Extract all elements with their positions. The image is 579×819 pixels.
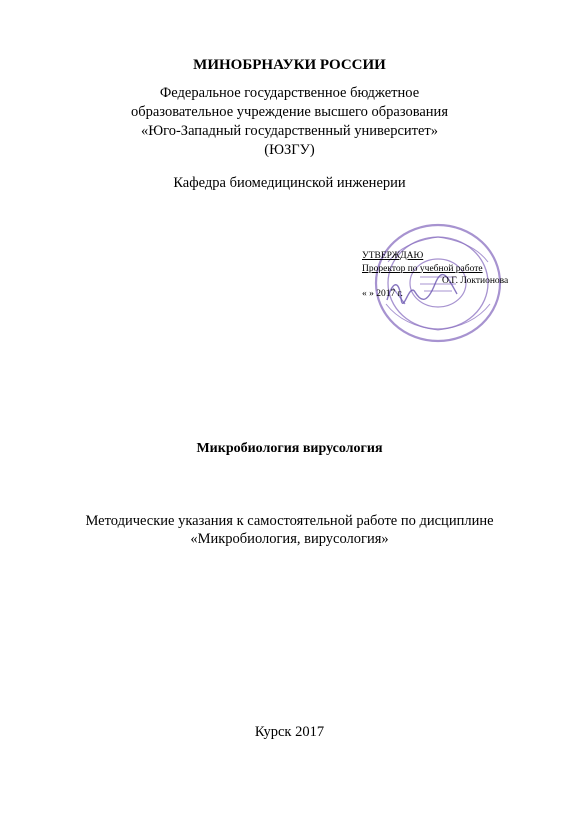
subtitle-line: Методические указания к самостоятельной работе по дисциплине bbox=[85, 513, 494, 529]
organization-name bbox=[0, 84, 579, 160]
place-year: Курск 2017 bbox=[254, 724, 325, 740]
approval-position: Проректор по учебной работе bbox=[362, 263, 483, 274]
org-line: Федеральное государственное бюджетное bbox=[159, 85, 420, 101]
approval-heading: УТВЕРЖДАЮ bbox=[362, 251, 424, 261]
approval-date: « » 2017 г. bbox=[362, 288, 403, 299]
department-name: Кафедра биомедицинской инженерии bbox=[173, 175, 406, 191]
approval-block bbox=[362, 250, 527, 300]
subtitle-line: «Микробиология, вирусология» bbox=[190, 531, 389, 547]
org-line: «Юго-Западный государственный университет» bbox=[140, 123, 439, 139]
ministry-heading: МИНОБРНАУКИ РОССИИ bbox=[193, 57, 386, 73]
org-line: (ЮЗГУ) bbox=[264, 142, 315, 158]
document-title: Микробиология вирусология bbox=[196, 441, 383, 456]
document-subtitle bbox=[0, 512, 579, 548]
approval-name: О.Г. Локтионова bbox=[442, 276, 509, 286]
org-line: образовательное учреждение высшего образования bbox=[130, 104, 448, 120]
